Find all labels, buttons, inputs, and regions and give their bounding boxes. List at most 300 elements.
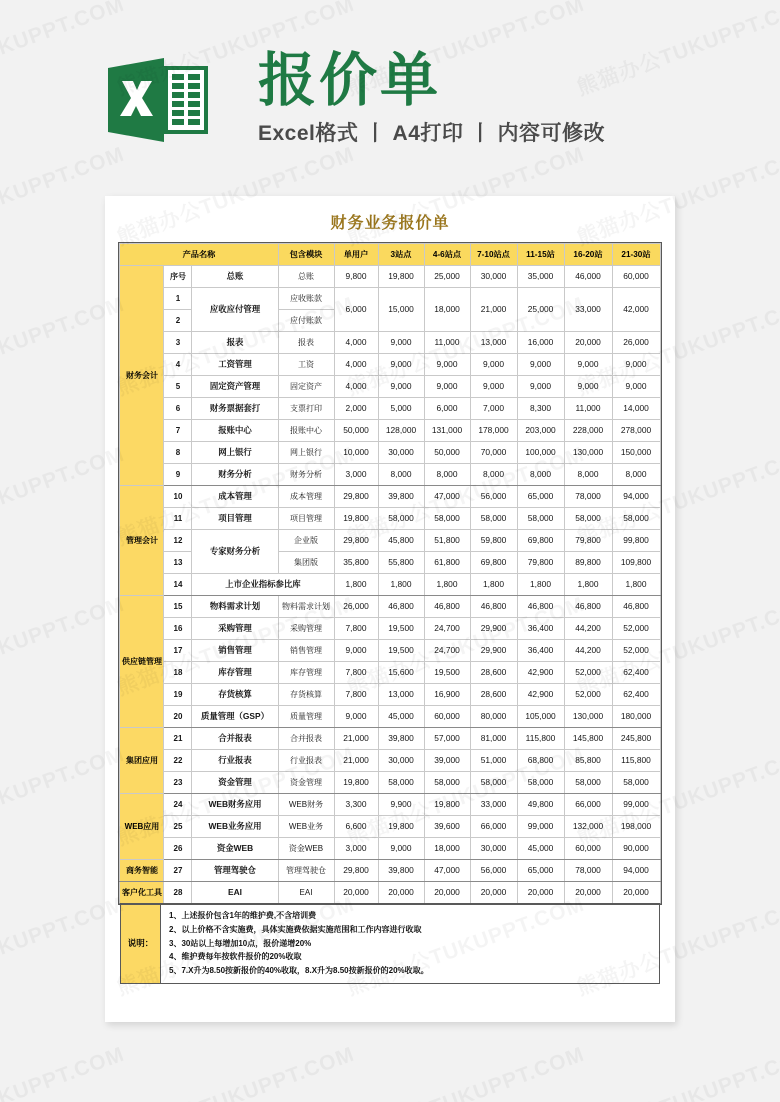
price-cell: 20,000 xyxy=(517,882,564,904)
price-cell: 89,800 xyxy=(564,552,612,574)
price-cell: 19,800 xyxy=(378,266,424,288)
price-cell: 4,000 xyxy=(334,376,378,398)
module-cell: 总账 xyxy=(278,266,334,288)
price-cell: 70,000 xyxy=(470,442,517,464)
price-cell: 58,000 xyxy=(470,772,517,794)
price-cell: 7,800 xyxy=(334,684,378,706)
price-cell: 105,000 xyxy=(517,706,564,728)
price-cell: 9,000 xyxy=(564,354,612,376)
product-name-cell: 库存管理 xyxy=(192,662,278,684)
price-cell: 79,800 xyxy=(517,552,564,574)
price-cell: 6,000 xyxy=(334,288,378,332)
table-row xyxy=(120,816,660,838)
category-cell: 客户化工具 xyxy=(120,882,164,904)
product-name-cell: 财务票据套打 xyxy=(192,398,278,420)
price-cell: 115,800 xyxy=(612,750,660,772)
price-cell: 69,800 xyxy=(470,552,517,574)
price-cell: 8,300 xyxy=(517,398,564,420)
table-row xyxy=(120,772,660,794)
price-cell: 278,000 xyxy=(612,420,660,442)
row-index-cell: 19 xyxy=(164,684,192,706)
price-cell: 39,800 xyxy=(378,728,424,750)
row-index-cell: 16 xyxy=(164,618,192,640)
watermark-text xyxy=(112,1038,358,1102)
price-cell: 4,000 xyxy=(334,332,378,354)
price-cell: 99,000 xyxy=(517,816,564,838)
price-cell: 15,600 xyxy=(378,662,424,684)
column-header-0: 产品名称 xyxy=(120,244,278,266)
price-cell: 9,000 xyxy=(517,354,564,376)
price-cell: 62,400 xyxy=(612,684,660,706)
price-cell: 36,400 xyxy=(517,640,564,662)
product-name-cell: 应收应付管理 xyxy=(192,288,278,332)
price-cell: 3,000 xyxy=(334,464,378,486)
price-cell: 21,000 xyxy=(470,288,517,332)
price-cell: 10,000 xyxy=(334,442,378,464)
table-row xyxy=(120,442,660,464)
module-cell: 物料需求计划 xyxy=(278,596,334,618)
row-index-cell: 17 xyxy=(164,640,192,662)
module-cell: 报账中心 xyxy=(278,420,334,442)
price-cell: 1,800 xyxy=(470,574,517,596)
price-cell: 46,800 xyxy=(470,596,517,618)
price-cell: 39,800 xyxy=(378,860,424,882)
price-cell: 65,000 xyxy=(517,486,564,508)
price-cell: 33,000 xyxy=(470,794,517,816)
price-cell: 58,000 xyxy=(517,508,564,530)
table-row xyxy=(120,684,660,706)
note-line: 2、以上价格不含实施费，具体实施费依据实施范围和工作内容进行收取 xyxy=(169,924,422,934)
price-cell: 78,000 xyxy=(564,860,612,882)
price-cell: 94,000 xyxy=(612,860,660,882)
module-cell: 管理驾驶仓 xyxy=(278,860,334,882)
price-cell: 9,000 xyxy=(378,838,424,860)
price-cell: 35,000 xyxy=(517,266,564,288)
row-index-cell: 21 xyxy=(164,728,192,750)
price-cell: 19,500 xyxy=(378,618,424,640)
row-index-cell: 3 xyxy=(164,332,192,354)
price-cell: 19,800 xyxy=(378,816,424,838)
price-cell: 29,800 xyxy=(334,860,378,882)
module-cell: 质量管理 xyxy=(278,706,334,728)
price-cell: 58,000 xyxy=(564,508,612,530)
price-cell: 25,000 xyxy=(517,288,564,332)
row-index-cell: 5 xyxy=(164,376,192,398)
category-cell: 供应链管理 xyxy=(120,596,164,728)
row-index-cell: 7 xyxy=(164,420,192,442)
table-row xyxy=(120,464,660,486)
price-cell: 50,000 xyxy=(424,442,470,464)
price-cell: 20,000 xyxy=(564,882,612,904)
price-cell: 28,600 xyxy=(470,662,517,684)
price-cell: 3,300 xyxy=(334,794,378,816)
price-cell: 128,000 xyxy=(378,420,424,442)
price-cell: 131,000 xyxy=(424,420,470,442)
row-index-cell: 2 xyxy=(164,310,192,332)
price-cell: 19,500 xyxy=(424,662,470,684)
module-cell: 合并报表 xyxy=(278,728,334,750)
table-row xyxy=(120,662,660,684)
price-cell: 85,800 xyxy=(564,750,612,772)
table-row xyxy=(120,332,660,354)
watermark-text xyxy=(572,1038,780,1102)
price-cell: 30,000 xyxy=(470,838,517,860)
price-cell: 9,000 xyxy=(424,376,470,398)
price-cell: 42,000 xyxy=(612,288,660,332)
price-cell: 68,800 xyxy=(517,750,564,772)
product-name-cell: 行业报表 xyxy=(192,750,278,772)
table-row xyxy=(120,530,660,552)
price-cell: 20,000 xyxy=(470,882,517,904)
price-cell: 19,800 xyxy=(424,794,470,816)
module-cell: 资金WEB xyxy=(278,838,334,860)
price-cell: 20,000 xyxy=(612,882,660,904)
price-cell: 9,000 xyxy=(470,354,517,376)
column-header-1: 包含模块 xyxy=(278,244,334,266)
module-cell: 企业版 xyxy=(278,530,334,552)
table-header-row xyxy=(120,244,660,266)
row-index-cell: 20 xyxy=(164,706,192,728)
table-row xyxy=(120,728,660,750)
table-body xyxy=(120,266,660,904)
price-cell: 69,800 xyxy=(517,530,564,552)
row-index-cell: 序号 xyxy=(164,266,192,288)
price-cell: 47,000 xyxy=(424,486,470,508)
table-row xyxy=(120,860,660,882)
column-header-3: 3站点 xyxy=(378,244,424,266)
price-cell: 52,000 xyxy=(612,640,660,662)
note-line: 5、7.X升为8.50按新报价的40%收取，8.X升为8.50按新报价的20%收取。 xyxy=(169,966,429,975)
product-name-cell: 存货核算 xyxy=(192,684,278,706)
row-index-cell: 23 xyxy=(164,772,192,794)
price-cell: 7,800 xyxy=(334,662,378,684)
price-cell: 4,000 xyxy=(334,354,378,376)
row-index-cell: 1 xyxy=(164,288,192,310)
price-cell: 1,800 xyxy=(334,574,378,596)
module-cell: WEB财务 xyxy=(278,794,334,816)
table-row xyxy=(120,596,660,618)
price-cell: 8,000 xyxy=(517,464,564,486)
price-cell: 9,000 xyxy=(334,640,378,662)
price-cell: 46,000 xyxy=(564,266,612,288)
price-cell: 1,800 xyxy=(378,574,424,596)
price-cell: 78,000 xyxy=(564,486,612,508)
row-index-cell: 12 xyxy=(164,530,192,552)
price-cell: 145,800 xyxy=(564,728,612,750)
price-cell: 180,000 xyxy=(612,706,660,728)
row-index-cell: 10 xyxy=(164,486,192,508)
price-cell: 35,800 xyxy=(334,552,378,574)
price-cell: 19,800 xyxy=(334,508,378,530)
price-cell: 44,200 xyxy=(564,640,612,662)
category-cell: WEB应用 xyxy=(120,794,164,860)
price-cell: 51,800 xyxy=(424,530,470,552)
row-index-cell: 28 xyxy=(164,882,192,904)
product-name-cell: 合并报表 xyxy=(192,728,278,750)
price-cell: 46,800 xyxy=(378,596,424,618)
price-cell: 28,600 xyxy=(470,684,517,706)
price-cell: 132,000 xyxy=(564,816,612,838)
row-index-cell: 6 xyxy=(164,398,192,420)
price-cell: 60,000 xyxy=(612,266,660,288)
row-index-cell: 26 xyxy=(164,838,192,860)
price-cell: 52,000 xyxy=(564,684,612,706)
note-line: 4、维护费每年按软件报价的20%收取 xyxy=(169,952,302,962)
price-cell: 203,000 xyxy=(517,420,564,442)
price-cell: 7,800 xyxy=(334,618,378,640)
table-row xyxy=(120,288,660,310)
notes-label: 说明： xyxy=(121,904,161,984)
price-cell: 50,000 xyxy=(334,420,378,442)
product-name-cell: 工资管理 xyxy=(192,354,278,376)
price-cell: 9,000 xyxy=(470,376,517,398)
notes-body xyxy=(161,904,660,984)
price-cell: 21,000 xyxy=(334,728,378,750)
price-cell: 45,800 xyxy=(378,530,424,552)
price-cell: 46,800 xyxy=(424,596,470,618)
row-index-cell: 14 xyxy=(164,574,192,596)
price-cell: 13,000 xyxy=(378,684,424,706)
page-title: 财务业务报价单 xyxy=(330,215,450,232)
promo-banner xyxy=(0,0,780,200)
table-row xyxy=(120,354,660,376)
module-cell: 资金管理 xyxy=(278,772,334,794)
module-cell: 工资 xyxy=(278,354,334,376)
module-cell: 应付账款 xyxy=(278,310,334,332)
price-cell: 25,000 xyxy=(424,266,470,288)
price-cell: 7,000 xyxy=(470,398,517,420)
banner-subtitle: Excel格式 丨 A4打印 丨 内容可修改 xyxy=(258,122,606,145)
price-cell: 59,800 xyxy=(470,530,517,552)
price-cell: 80,000 xyxy=(470,706,517,728)
price-table xyxy=(119,243,660,904)
notes-table xyxy=(120,903,660,984)
price-cell: 58,000 xyxy=(378,772,424,794)
price-cell: 8,000 xyxy=(424,464,470,486)
module-cell: 成本管理 xyxy=(278,486,334,508)
price-cell: 100,000 xyxy=(517,442,564,464)
product-name-cell: 采购管理 xyxy=(192,618,278,640)
table-row xyxy=(120,794,660,816)
price-cell: 26,000 xyxy=(612,332,660,354)
price-cell: 81,000 xyxy=(470,728,517,750)
price-cell: 66,000 xyxy=(470,816,517,838)
price-cell: 99,000 xyxy=(612,794,660,816)
category-cell: 集团应用 xyxy=(120,728,164,794)
price-cell: 9,000 xyxy=(378,332,424,354)
price-cell: 24,700 xyxy=(424,618,470,640)
price-cell: 51,000 xyxy=(470,750,517,772)
price-cell: 33,000 xyxy=(564,288,612,332)
table-row xyxy=(120,486,660,508)
column-header-2: 单用户 xyxy=(334,244,378,266)
row-index-cell: 13 xyxy=(164,552,192,574)
price-cell: 9,000 xyxy=(378,354,424,376)
price-cell: 20,000 xyxy=(378,882,424,904)
price-cell: 46,800 xyxy=(564,596,612,618)
price-cell: 45,000 xyxy=(517,838,564,860)
module-cell: 库存管理 xyxy=(278,662,334,684)
price-cell: 18,000 xyxy=(424,838,470,860)
product-name-cell: 成本管理 xyxy=(192,486,278,508)
table-row xyxy=(120,882,660,904)
price-cell: 1,800 xyxy=(517,574,564,596)
price-cell: 9,000 xyxy=(564,376,612,398)
row-index-cell: 4 xyxy=(164,354,192,376)
price-cell: 150,000 xyxy=(612,442,660,464)
module-cell: 项目管理 xyxy=(278,508,334,530)
price-cell: 19,500 xyxy=(378,640,424,662)
product-name-cell: WEB财务应用 xyxy=(192,794,278,816)
price-cell: 62,400 xyxy=(612,662,660,684)
module-cell: 财务分析 xyxy=(278,464,334,486)
price-cell: 115,800 xyxy=(517,728,564,750)
table-row xyxy=(120,640,660,662)
price-cell: 36,400 xyxy=(517,618,564,640)
table-row xyxy=(120,838,660,860)
price-cell: 42,900 xyxy=(517,684,564,706)
price-cell: 58,000 xyxy=(612,508,660,530)
price-cell: 20,000 xyxy=(334,882,378,904)
watermark-text xyxy=(342,1038,588,1102)
product-name-cell: 资金管理 xyxy=(192,772,278,794)
price-cell: 29,800 xyxy=(334,486,378,508)
price-cell: 94,000 xyxy=(612,486,660,508)
module-cell: 报表 xyxy=(278,332,334,354)
price-cell: 58,000 xyxy=(424,508,470,530)
price-cell: 109,800 xyxy=(612,552,660,574)
price-cell: 15,000 xyxy=(378,288,424,332)
price-cell: 61,800 xyxy=(424,552,470,574)
row-index-cell: 22 xyxy=(164,750,192,772)
category-cell: 财务会计 xyxy=(120,266,164,486)
product-name-cell: 专家财务分析 xyxy=(192,530,278,574)
price-cell: 99,800 xyxy=(612,530,660,552)
product-name-cell: 管理驾驶仓 xyxy=(192,860,278,882)
price-cell: 5,000 xyxy=(378,398,424,420)
column-header-4: 4-6站点 xyxy=(424,244,470,266)
price-cell: 90,000 xyxy=(612,838,660,860)
banner-title: 报价单 xyxy=(258,48,442,113)
price-cell: 1,800 xyxy=(612,574,660,596)
product-name-cell: 固定资产管理 xyxy=(192,376,278,398)
price-cell: 9,000 xyxy=(378,376,424,398)
price-cell: 44,200 xyxy=(564,618,612,640)
price-cell: 42,900 xyxy=(517,662,564,684)
price-cell: 60,000 xyxy=(424,706,470,728)
module-cell: 网上银行 xyxy=(278,442,334,464)
price-cell: 11,000 xyxy=(564,398,612,420)
price-cell: 14,000 xyxy=(612,398,660,420)
table-row xyxy=(120,706,660,728)
price-cell: 45,000 xyxy=(378,706,424,728)
module-cell: WEB业务 xyxy=(278,816,334,838)
product-name-cell: 财务分析 xyxy=(192,464,278,486)
product-name-cell: 质量管理（GSP） xyxy=(192,706,278,728)
note-line: 1、上述报价包含1年的维护费,不含培训费 xyxy=(169,911,317,920)
product-name-cell: WEB业务应用 xyxy=(192,816,278,838)
row-index-cell: 18 xyxy=(164,662,192,684)
price-cell: 24,700 xyxy=(424,640,470,662)
price-cell: 13,000 xyxy=(470,332,517,354)
price-cell: 52,000 xyxy=(612,618,660,640)
note-line: 3、30站以上每增加10点，报价递增20% xyxy=(169,938,312,948)
category-cell: 管理会计 xyxy=(120,486,164,596)
module-cell: EAI xyxy=(278,882,334,904)
module-cell: 采购管理 xyxy=(278,618,334,640)
price-cell: 130,000 xyxy=(564,442,612,464)
module-cell: 固定资产 xyxy=(278,376,334,398)
price-cell: 39,600 xyxy=(424,816,470,838)
price-cell: 6,000 xyxy=(424,398,470,420)
document-sheet xyxy=(105,196,675,1022)
price-cell: 130,000 xyxy=(564,706,612,728)
price-cell: 29,900 xyxy=(470,618,517,640)
module-cell: 集团版 xyxy=(278,552,334,574)
column-header-5: 7-10站点 xyxy=(470,244,517,266)
row-index-cell: 8 xyxy=(164,442,192,464)
price-cell: 52,000 xyxy=(564,662,612,684)
price-cell: 56,000 xyxy=(470,860,517,882)
price-cell: 49,800 xyxy=(517,794,564,816)
price-cell: 19,800 xyxy=(334,772,378,794)
price-cell: 3,000 xyxy=(334,838,378,860)
table-row xyxy=(120,508,660,530)
row-index-cell: 11 xyxy=(164,508,192,530)
price-cell: 46,800 xyxy=(612,596,660,618)
price-cell: 245,800 xyxy=(612,728,660,750)
price-cell: 8,000 xyxy=(564,464,612,486)
price-cell: 16,000 xyxy=(517,332,564,354)
price-cell: 178,000 xyxy=(470,420,517,442)
price-cell: 9,900 xyxy=(378,794,424,816)
price-cell: 46,800 xyxy=(517,596,564,618)
row-index-cell: 25 xyxy=(164,816,192,838)
price-cell: 2,000 xyxy=(334,398,378,420)
watermark-text xyxy=(0,1038,128,1102)
price-cell: 9,800 xyxy=(334,266,378,288)
price-cell: 20,000 xyxy=(564,332,612,354)
price-cell: 47,000 xyxy=(424,860,470,882)
table-row xyxy=(120,750,660,772)
product-name-cell: 总账 xyxy=(192,266,278,288)
row-index-cell: 15 xyxy=(164,596,192,618)
price-cell: 228,000 xyxy=(564,420,612,442)
price-cell: 56,000 xyxy=(470,486,517,508)
price-cell: 1,800 xyxy=(564,574,612,596)
table-row xyxy=(120,376,660,398)
column-header-8: 21-30站 xyxy=(612,244,660,266)
price-cell: 8,000 xyxy=(378,464,424,486)
product-name-cell: 资金WEB xyxy=(192,838,278,860)
price-cell: 1,800 xyxy=(424,574,470,596)
table-row xyxy=(120,574,660,596)
module-cell: 存货核算 xyxy=(278,684,334,706)
product-name-cell: EAI xyxy=(192,882,278,904)
price-cell: 9,000 xyxy=(612,376,660,398)
price-cell: 29,900 xyxy=(470,640,517,662)
table-row xyxy=(120,266,660,288)
module-cell: 支票打印 xyxy=(278,398,334,420)
price-cell: 26,000 xyxy=(334,596,378,618)
price-cell: 58,000 xyxy=(517,772,564,794)
product-name-cell: 销售管理 xyxy=(192,640,278,662)
product-name-cell: 项目管理 xyxy=(192,508,278,530)
price-cell: 8,000 xyxy=(470,464,517,486)
column-header-7: 16-20站 xyxy=(564,244,612,266)
price-cell: 58,000 xyxy=(612,772,660,794)
table-row xyxy=(120,420,660,442)
